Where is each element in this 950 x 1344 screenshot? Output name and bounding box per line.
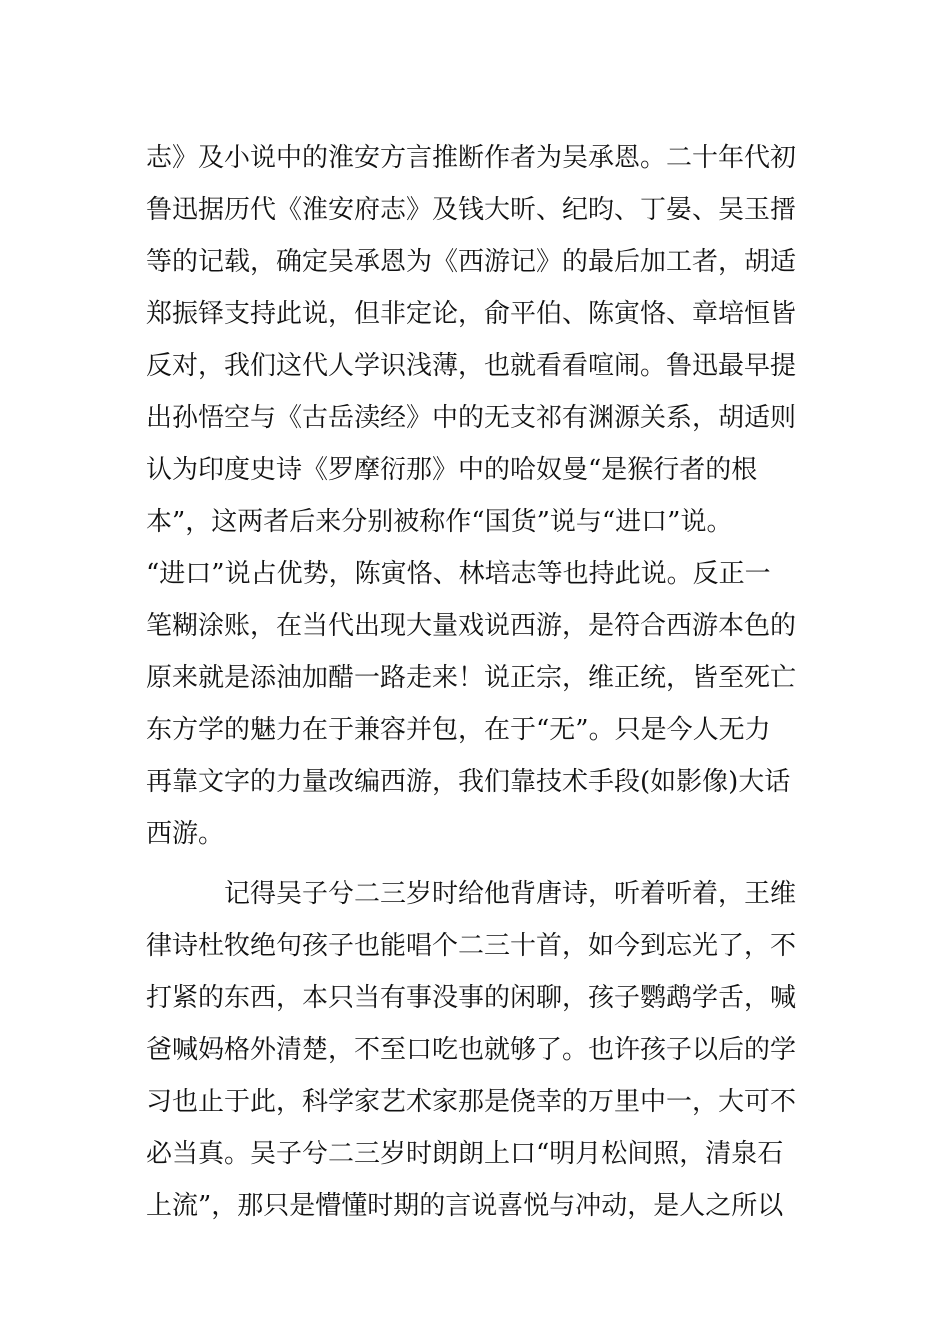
text-line: 原来就是添油加醋一路走来！说正宗，维正统，皆至死亡 xyxy=(146,663,797,693)
text-line: 志》及小说中的淮安方言推断作者为吴承恩。二十年代初 xyxy=(146,143,797,173)
text-line: 必当真。吴子兮二三岁时朗朗上口“明月松间照，清泉石 xyxy=(146,1139,784,1169)
text-line: 东方学的魅力在于兼容并包，在于“无”。只是今人无力 xyxy=(146,715,771,745)
text-line: 再靠文字的力量改编西游，我们靠技术手段(如影像)大话 xyxy=(146,767,791,797)
text-line: 爸喊妈格外清楚，不至口吃也就够了。也许孩子以后的学 xyxy=(146,1035,797,1065)
paragraph-2 xyxy=(146,868,806,1232)
text-line: 鲁迅据历代《淮安府志》及钱大昕、纪昀、丁晏、吴玉搢 xyxy=(146,195,797,225)
text-line: “进口”说占优势，陈寅恪、林培志等也持此说。反正一 xyxy=(146,559,771,589)
text-line: 等的记载，确定吴承恩为《西游记》的最后加工者，胡适 xyxy=(146,247,797,277)
text-line: 郑振铎支持此说，但非定论，俞平伯、陈寅恪、章培恒皆 xyxy=(146,299,797,329)
text-line: 认为印度史诗《罗摩衍那》中的哈奴曼“是猴行者的根 xyxy=(146,455,758,485)
text-line: 出孙悟空与《古岳渎经》中的无支祁有渊源关系，胡适则 xyxy=(146,403,797,433)
text-line: 反对，我们这代人学识浅薄，也就看看喧闹。鲁迅最早提 xyxy=(146,351,797,381)
text-line: 西游。 xyxy=(146,819,225,849)
text-line: 本”，这两者后来分别被称作“国货”说与“进口”说。 xyxy=(146,507,733,537)
text-line: 笔糊涂账，在当代出现大量戏说西游，是符合西游本色的 xyxy=(146,611,797,641)
text-line: 打紧的东西，本只当有事没事的闲聊，孩子鹦鹉学舌，喊 xyxy=(146,983,797,1013)
text-line: 习也止于此，科学家艺术家那是侥幸的万里中一，大可不 xyxy=(146,1087,797,1117)
text-line: 律诗杜牧绝句孩子也能唱个二三十首，如今到忘光了，不 xyxy=(146,931,797,961)
text-line: 记得吴子兮二三岁时给他背唐诗，听着听着，王维 xyxy=(224,879,797,909)
paragraph-1 xyxy=(146,132,806,860)
text-line: 上流”，那只是懵懂时期的言说喜悦与冲动，是人之所以 xyxy=(146,1191,784,1221)
